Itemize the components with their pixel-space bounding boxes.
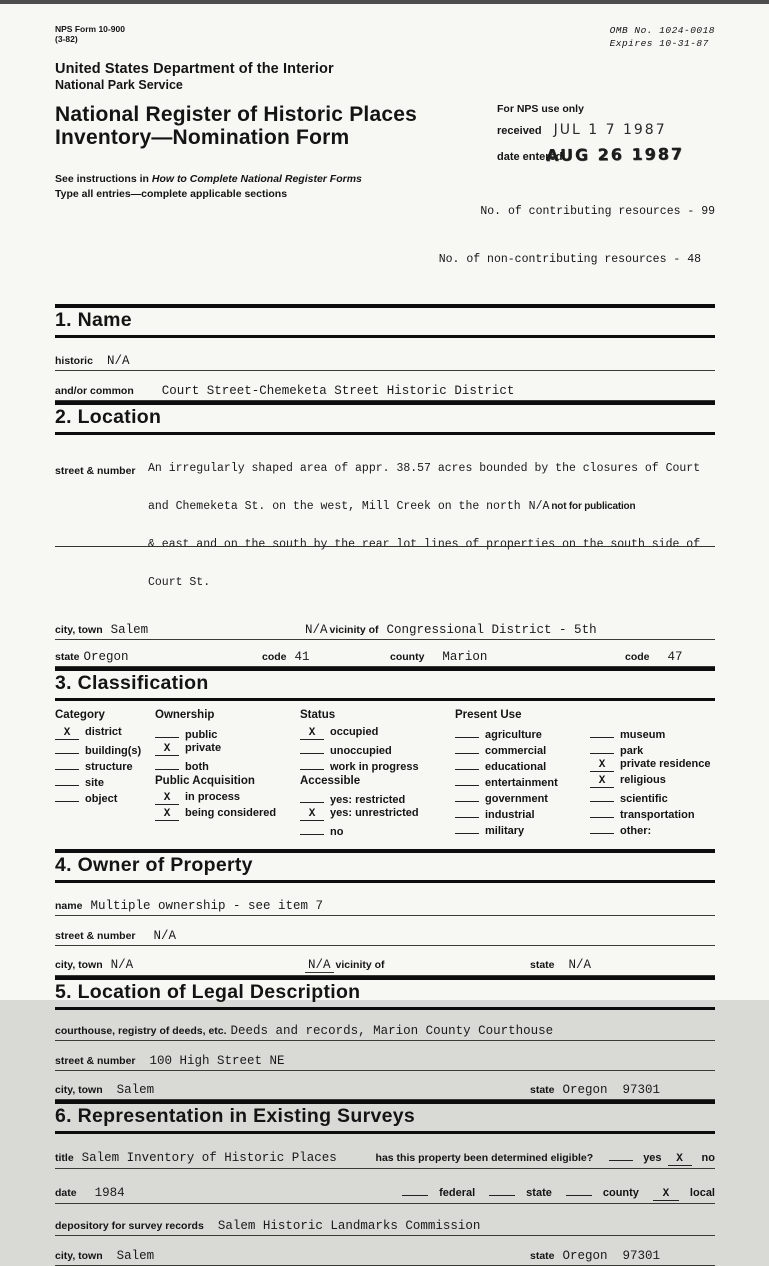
checkbox-park [590, 742, 715, 758]
survey-city-label: city, town [55, 1250, 103, 1263]
code-group [262, 650, 390, 664]
owner-state-value: N/A [568, 958, 592, 973]
checkbox-label: other: [620, 825, 652, 838]
checkbox-blank [55, 774, 79, 786]
resource-counts [439, 172, 715, 300]
date-entered-label: date entered [497, 151, 563, 163]
checkbox-blank [402, 1184, 428, 1196]
checkbox-blank: X [590, 760, 614, 772]
owner-state-group [530, 958, 715, 972]
checkbox-blank [300, 758, 324, 770]
checkbox-blank: X [590, 776, 614, 788]
checkbox-label-federal: federal [439, 1187, 476, 1200]
checkbox-blank: X [668, 1154, 692, 1166]
owner-name-row [55, 899, 715, 916]
city-town-value: Salem [110, 623, 149, 638]
owner-state-label: state [530, 959, 555, 972]
survey-city-row [55, 1249, 715, 1266]
checkbox-label: educational [485, 761, 547, 774]
courthouse-label: courthouse, registry of deeds, etc. [55, 1025, 227, 1038]
checkbox-label: site [85, 777, 104, 790]
street-line-1: An irregularly shaped area of appr. 38.57 acres bounded by the closures of Court [148, 462, 701, 476]
section-6-header [55, 1100, 715, 1134]
checkbox-label-state: state [526, 1187, 552, 1200]
checkbox-label: both [185, 761, 209, 774]
nps-use-label: For NPS use only [497, 103, 584, 115]
checkbox-private-residence [590, 758, 715, 771]
survey-title-row [55, 1149, 715, 1169]
city-town-group [55, 623, 305, 637]
checkbox-entertainment [455, 774, 590, 790]
street-number-value [148, 438, 715, 614]
present-use-col1 [455, 726, 590, 838]
checkbox-blank: X [55, 728, 79, 740]
form-revision: (3-82) [55, 34, 78, 44]
category-column [55, 709, 155, 839]
street-line-2-text: and Chemeketa St. on the west, Mill Creek on the north [148, 499, 521, 513]
code-label: code [262, 651, 287, 664]
survey-city-value: Salem [116, 1249, 155, 1264]
checkbox-label: park [620, 745, 644, 758]
checkbox-label: building(s) [85, 745, 142, 758]
checkbox-object [55, 790, 155, 806]
checkbox-commercial [455, 742, 590, 758]
street-line-2 [148, 501, 715, 514]
section-6-title: 6. Representation in Existing Surveys [55, 1105, 416, 1128]
section-4-header [55, 849, 715, 883]
form-number-block [55, 24, 125, 44]
code2-value: 47 [667, 650, 683, 665]
checkbox-label: government [485, 793, 548, 806]
checkbox-label: entertainment [485, 777, 558, 790]
checkbox-label: private [185, 742, 222, 755]
not-for-publication-na: N/A [528, 499, 550, 513]
checkbox-label-local: local [689, 1187, 715, 1200]
checkbox-blank [590, 742, 614, 754]
section-2-header [55, 401, 715, 435]
checkbox-work-in-progress [300, 758, 455, 774]
checkbox-label: yes: restricted [330, 794, 406, 807]
checkbox-label: military [485, 825, 525, 838]
survey-state-value: Oregon 97301 [562, 1249, 661, 1264]
title-row [55, 103, 715, 164]
owner-street-label: street & number [55, 930, 136, 943]
survey-state-label: state [530, 1250, 555, 1263]
checkbox-educational [455, 758, 590, 774]
classification-grid [55, 701, 715, 849]
checkbox-other [590, 822, 715, 838]
state-group [55, 650, 262, 664]
section-1-header [55, 304, 715, 338]
present-use-col2 [590, 726, 715, 838]
checkbox-transportation [590, 806, 715, 822]
legal-city-label: city, town [55, 1084, 103, 1097]
checkbox-label: museum [620, 729, 666, 742]
owner-city-label: city, town [55, 959, 103, 972]
checkbox-blank [590, 790, 614, 802]
received-row [497, 122, 715, 138]
received-label: received [497, 125, 542, 137]
checkbox-military [455, 822, 590, 838]
checkbox-blank: X [155, 809, 179, 821]
ownership-title: Ownership [155, 709, 215, 722]
checkbox-blank [155, 726, 179, 738]
nps-use-box [497, 103, 715, 164]
omb-block [610, 24, 715, 50]
checkbox-label: structure [85, 761, 133, 774]
owner-name-value: Multiple ownership - see item 7 [90, 899, 323, 914]
checkbox-label: yes: unrestricted [330, 807, 419, 820]
checkbox-unoccupied [300, 742, 455, 758]
checkbox-label: being considered [185, 807, 277, 820]
checkbox-label: occupied [330, 726, 379, 739]
checkbox-scientific [590, 790, 715, 806]
checkbox-label: public [185, 729, 218, 742]
checkbox-label: district [85, 726, 122, 739]
omb-number: OMB No. 1024-0018 [609, 25, 715, 36]
instructions [55, 172, 395, 300]
code2-label: code [625, 651, 650, 664]
contributing-count: No. of contributing resources - 99 [480, 205, 715, 218]
checkbox-blank: X [300, 809, 324, 821]
checkbox-label: transportation [620, 809, 695, 822]
ownership-column [155, 709, 300, 839]
legal-state-label: state [530, 1084, 555, 1097]
status-column [300, 709, 455, 839]
present-use-column [455, 709, 715, 839]
checkbox-label: religious [620, 774, 666, 787]
form-header-meta [55, 24, 715, 50]
checkbox-blank [455, 806, 479, 818]
legal-city-value: Salem [116, 1083, 155, 1098]
legal-city-row [55, 1083, 715, 1100]
checkbox-industrial [455, 806, 590, 822]
instructions-manual-title: How to Complete National Register Forms [151, 173, 362, 185]
checkbox-blank: X [155, 744, 179, 756]
checkbox-blank [455, 790, 479, 802]
historic-label: historic [55, 355, 93, 367]
checkbox-blank [609, 1149, 633, 1161]
survey-level-group [388, 1184, 715, 1201]
street-number-block [55, 438, 715, 614]
state-label: state [55, 651, 80, 664]
eligible-question-label: has this property been determined eligible? [375, 1152, 594, 1165]
vicinity-na: N/A [305, 623, 328, 638]
historic-name-row [55, 354, 715, 371]
courthouse-row [55, 1024, 715, 1041]
legal-street-label: street & number [55, 1055, 136, 1068]
omb-expires: Expires 10-31-87 [609, 38, 709, 49]
checkbox-museum [590, 726, 715, 742]
checkbox-blank: X [653, 1189, 679, 1201]
date-entered-stamp: AUG 26 1987 [546, 144, 685, 165]
checkbox-yes-unrestricted [300, 807, 455, 820]
form-title [55, 103, 417, 149]
checkbox-blank [566, 1184, 592, 1196]
checkbox-label: agriculture [485, 729, 542, 742]
present-use-columns [455, 726, 715, 838]
checkbox-blank [590, 806, 614, 818]
noncontributing-count: No. of non-contributing resources - 48 [438, 253, 701, 266]
department-title: United States Department of the Interior [55, 61, 334, 77]
section-5-title: 5. Location of Legal Description [55, 981, 361, 1004]
depository-value: Salem Historic Landmarks Commission [217, 1219, 481, 1234]
checkbox-public [155, 726, 300, 742]
checkbox-blank [455, 774, 479, 786]
category-title: Category [55, 709, 105, 722]
county-label: county [390, 651, 425, 664]
checkbox-no [300, 823, 455, 839]
legal-street-value: 100 High Street NE [149, 1054, 285, 1069]
checkbox-occupied [300, 726, 455, 739]
checkbox-label: object [85, 793, 118, 806]
status-title: Status [300, 709, 336, 722]
vicinity-label: vicinity of [329, 624, 379, 637]
accessible-title: Accessible [300, 775, 361, 788]
instructions-line1 [55, 172, 395, 187]
checkbox-blank: X [300, 728, 324, 740]
checkbox-label: unoccupied [330, 745, 392, 758]
checkbox-label: in process [185, 791, 241, 804]
section-3-title: 3. Classification [55, 672, 209, 695]
checkbox-blank [55, 758, 79, 770]
survey-state-group [530, 1249, 715, 1263]
checkbox-buildings [55, 742, 155, 758]
owner-city-group [55, 958, 305, 972]
city-town-label: city, town [55, 624, 103, 637]
checkbox-blank [455, 758, 479, 770]
county-group [390, 650, 625, 664]
checkbox-blank [455, 742, 479, 754]
common-label: and/or common [55, 385, 134, 397]
checkbox-blank: X [155, 793, 179, 805]
historic-value: N/A [106, 354, 130, 368]
date-entered-row [497, 145, 715, 164]
checkbox-blank [55, 742, 79, 754]
checkbox-being-considered [155, 807, 300, 820]
checkbox-blank [455, 726, 479, 738]
checkbox-blank [455, 822, 479, 834]
section-1-title: 1. Name [55, 309, 132, 331]
checkbox-blank [300, 791, 324, 803]
checkbox-blank [55, 790, 79, 802]
instructions-row [55, 172, 715, 300]
checkbox-in-process [155, 791, 300, 804]
vicinity-value: Congressional District - 5th [386, 623, 597, 638]
checkbox-government [455, 790, 590, 806]
code2-group [625, 650, 715, 664]
section-5-header [55, 976, 715, 1010]
courthouse-value: Deeds and records, Marion County Courthouse [230, 1024, 554, 1039]
code-value: 41 [294, 650, 310, 665]
form-number: NPS Form 10-900 [55, 24, 125, 34]
checkbox-both [155, 758, 300, 774]
checkbox-label: work in progress [330, 761, 419, 774]
agency-title: National Park Service [55, 78, 183, 92]
checkbox-label: private residence [620, 758, 711, 771]
common-value: Court Street-Chemeketa Street Historic District [161, 384, 515, 398]
section-2-title: 2. Location [55, 406, 162, 428]
checkbox-blank [155, 758, 179, 770]
owner-vicinity-label: vicinity of [335, 959, 385, 972]
state-value: Oregon [83, 650, 129, 665]
survey-title-label: title [55, 1152, 74, 1165]
survey-date-label: date [55, 1187, 77, 1200]
owner-city-row [55, 958, 715, 976]
owner-street-value: N/A [153, 929, 177, 944]
checkbox-label: scientific [620, 793, 668, 806]
received-date-stamp: JUL 1 7 1987 [553, 122, 667, 138]
checkbox-label: commercial [485, 745, 547, 758]
survey-date-row [55, 1184, 715, 1204]
city-town-row [55, 623, 715, 640]
checkbox-label-no: no [701, 1152, 715, 1165]
checkbox-blank [300, 823, 324, 835]
depository-row [55, 1219, 715, 1236]
street-line-3: & east and on the south by the rear lot lines of properties on the south side of [148, 539, 715, 552]
street-line-4: Court St. [148, 575, 211, 589]
state-code-county-row [55, 650, 715, 667]
checkbox-district [55, 726, 155, 739]
owner-vicinity-na: N/A [305, 958, 334, 973]
legal-street-row [55, 1054, 715, 1071]
checkbox-label: no [330, 826, 344, 839]
checkbox-blank [489, 1184, 515, 1196]
instructions-prefix: See instructions in [55, 173, 152, 185]
owner-name-label: name [55, 900, 83, 913]
checkbox-blank [300, 742, 324, 754]
instructions-line2: Type all entries—complete applicable sections [55, 188, 288, 200]
checkbox-religious [590, 774, 715, 787]
survey-title-value: Salem Inventory of Historic Places [81, 1151, 337, 1166]
survey-date-value: 1984 [94, 1186, 125, 1201]
owner-street-row [55, 929, 715, 946]
checkbox-label-yes: yes [643, 1152, 662, 1165]
not-for-publication-label: not for publication [551, 500, 636, 512]
checkbox-agriculture [455, 726, 590, 742]
public-acquisition-title: Public Acquisition [155, 775, 255, 788]
checkbox-label: industrial [485, 809, 535, 822]
form-title-line1: National Register of Historic Places [55, 103, 417, 126]
checkbox-private [155, 742, 300, 755]
depository-label: depository for survey records [55, 1220, 204, 1233]
legal-state-group [530, 1083, 715, 1097]
present-use-title: Present Use [455, 709, 522, 722]
county-value: Marion [442, 650, 488, 665]
checkbox-blank [590, 726, 614, 738]
street-number-label: street & number [55, 465, 136, 477]
checkbox-site [55, 774, 155, 790]
section-3-header [55, 667, 715, 701]
owner-city-value: N/A [110, 958, 134, 973]
common-name-row [55, 384, 715, 401]
checkbox-yes-restricted [300, 791, 455, 807]
checkbox-label-county: county [602, 1187, 639, 1200]
eligible-group [376, 1149, 715, 1166]
checkbox-blank [590, 822, 614, 834]
form-title-line2: Inventory—Nomination Form [55, 126, 350, 149]
legal-state-value: Oregon 97301 [562, 1083, 661, 1098]
checkbox-structure [55, 758, 155, 774]
section-4-title: 4. Owner of Property [55, 854, 253, 877]
